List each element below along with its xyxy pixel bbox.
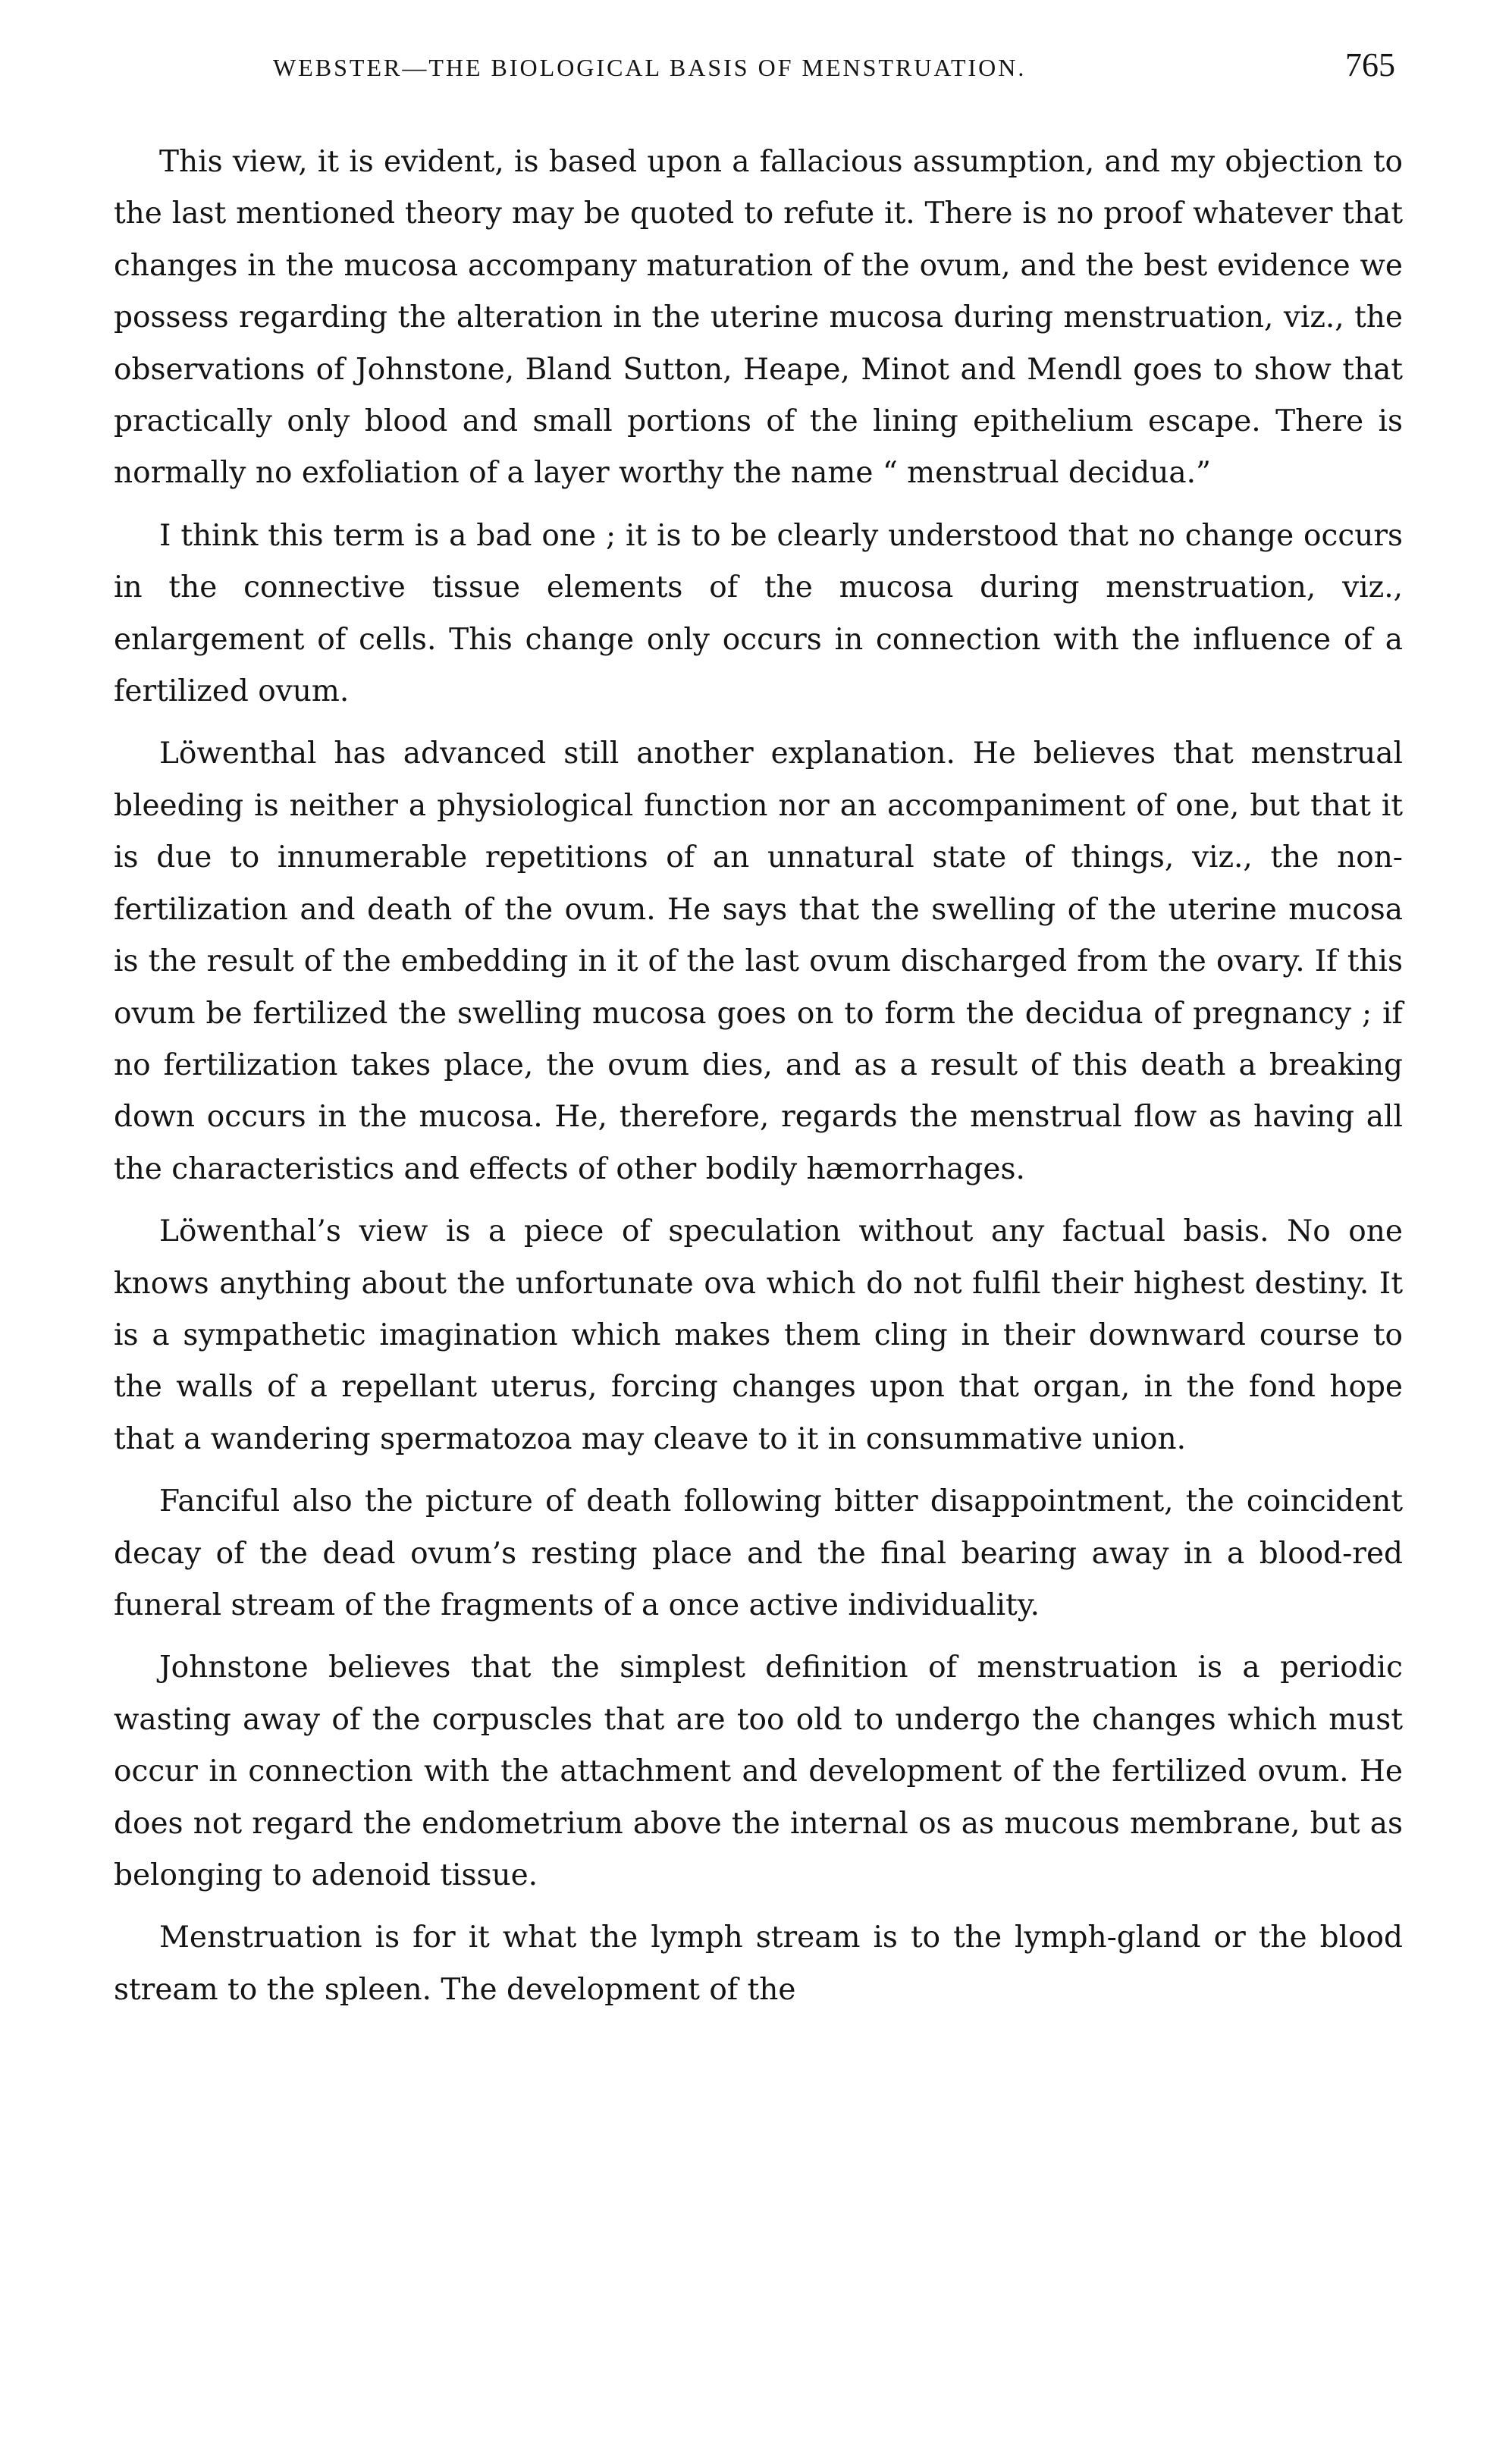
paragraph: I think this term is a bad one ; it is to be clearly understood that no change occurs in the connective tissue elements of the mucosa during menstruation, viz., enlargement of cells. This change only occurs in connection with the influence of a fertilized ovum.: [114, 518, 1403, 709]
running-header: [114, 46, 1403, 114]
page-number: 765: [1345, 46, 1395, 83]
paragraph: Johnstone believes that the simplest definition of menstruation is a periodic wasting away of the corpuscles that are too old to undergo the changes which must occur in connection with the attachment and development of the fertilized ovum. He does not regard the endometrium above the internal os as mucous membrane, but as belonging to adenoid tissue.: [114, 1650, 1403, 1892]
page: [114, 46, 1403, 2027]
paragraph: Löwenthal has advanced still another explanation. He believes that menstrual bleeding is neither a physiological function nor an accompaniment of one, but that it is due to innumerable repetitions of an unnatural state of things, viz., the non-fertilization and death of the ovum. He says that the swelling of the uterine mucosa is the result of the embedding in it of the last ovum discharged from the ovary. If this ovum be fertilized the swelling mucosa goes on to form the decidua of pregnancy ; if no fertilization takes place, the ovum dies, and as a result of this death a breaking down occurs in the mucosa. He, therefore, regards the menstrual flow as having all the characteristics and effects of other bodily hæmorrhages.: [114, 736, 1403, 1186]
running-title: WEBSTER—THE BIOLOGICAL BASIS OF MENSTRUATION.: [273, 54, 1027, 81]
body-text: [114, 114, 1403, 2016]
paragraph: This view, it is evident, is based upon a fallacious assumption, and my objection to the last mentioned theory may be quoted to refute it. There is no proof whatever that changes in the mucosa accompany maturation of the ovum, and the best evidence we possess regarding the alteration in the uterine mucosa during menstruation, viz., the observations of Johnstone, Bland Sutton, Heape, Minot and Mendl goes to show that practically only blood and small portions of the lining epithelium escape. There is normally no exfoliation of a layer worthy the name “ menstrual decidua.”: [114, 145, 1403, 491]
paragraph: Menstruation is for it what the lymph stream is to the lymph-gland or the blood stream to the spleen. The development of the: [114, 1920, 1403, 2007]
paragraph: Fanciful also the picture of death following bitter disappointment, the coincident decay of the dead ovum’s resting place and the final bearing away in a blood-red funeral stream of the fragments of a once active individuality.: [114, 1484, 1403, 1622]
paragraph: Löwenthal’s view is a piece of speculation without any factual basis. No one knows anything about the unfortunate ova which do not fulfil their highest destiny. It is a sympathetic imagination which makes them cling in their downward course to the walls of a repellant uterus, forcing changes upon that organ, in the fond hope that a wandering spermatozoa may cleave to it in consummative union.: [114, 1214, 1403, 1456]
